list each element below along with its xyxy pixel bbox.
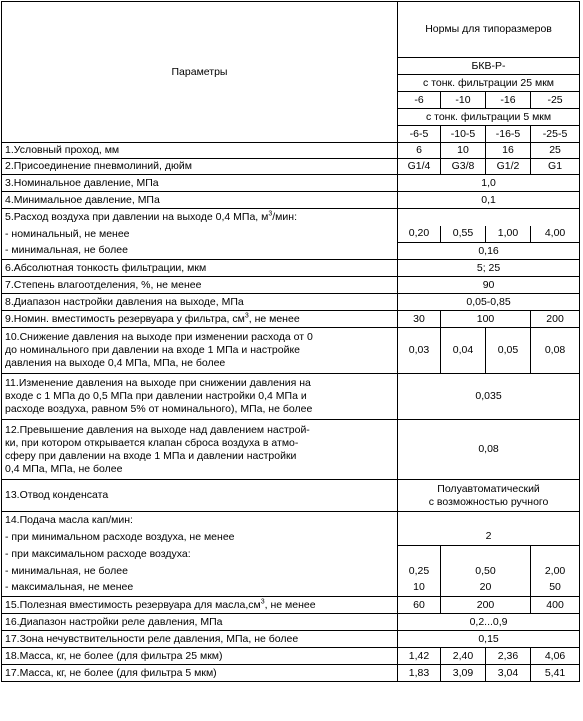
row-13-value: Полуавтоматический с возможностью ручного — [398, 480, 580, 512]
row-4-label: 4.Минимальное давление, МПа — [2, 192, 398, 209]
row-1-value: 6 — [398, 143, 441, 159]
row-12-value: 0,08 — [398, 420, 580, 480]
row-16-label: 16.Диапазон настройки реле давления, МПа — [2, 614, 398, 631]
row-5-nominal-value: 1,00 — [486, 226, 531, 243]
row-5-nominal-value: 4,00 — [531, 226, 580, 243]
row-15-value: 60 — [398, 597, 441, 614]
row-9-value: 100 — [441, 311, 531, 328]
row-9-value: 200 — [531, 311, 580, 328]
row-3-label: 3.Номинальное давление, МПа — [2, 175, 398, 192]
row-1-value: 25 — [531, 143, 580, 159]
row-5-minimal-value: 0,16 — [398, 243, 580, 260]
row-17-mass-value: 3,09 — [441, 665, 486, 682]
size-5-1: -6-5 — [398, 126, 441, 143]
row-10-value: 0,04 — [441, 328, 486, 374]
row-13-label: 13.Отвод конденсата — [2, 480, 398, 512]
row-5-nominal-value: 0,55 — [441, 226, 486, 243]
fine-filtration-5-header: с тонк. фильтрации 5 мкм — [398, 109, 580, 126]
row-17-mass-label: 17.Масса, кг, не более (для фильтра 5 мкм) — [2, 665, 398, 682]
row-14-maximal-value: 10 — [398, 580, 441, 597]
row-15-value: 200 — [441, 597, 531, 614]
row-8-value: 0,05-0,85 — [398, 294, 580, 311]
row-14-minimal-value: 0,50 — [441, 563, 531, 580]
row-8-label: 8.Диапазон настройки давления на выходе, МПа — [2, 294, 398, 311]
row-17-zone-label: 17.Зона нечувствительности реле давления, МПа, не более — [2, 631, 398, 648]
row-1-value: 10 — [441, 143, 486, 159]
row-5-spacer — [398, 209, 580, 226]
size-5-3: -16-5 — [486, 126, 531, 143]
row-4-value: 0,1 — [398, 192, 580, 209]
row-14-label: 14.Подача масла кап/мин: — [2, 512, 398, 529]
row-14-maximal-value: 20 — [441, 580, 531, 597]
parameters-header: Параметры — [2, 2, 398, 143]
row-9-label: 9.Номин. вместимость резервуара у фильтра, $см^3$, не менее — [2, 311, 398, 328]
row-18-label: 18.Масса, кг, не более (для фильтра 25 мкм) — [2, 648, 398, 665]
row-14-spacer — [398, 512, 580, 529]
row-10-label: 10.Снижение давления на выходе при изменении расхода от 0 до номинального при давлении на входе 1 МПа и настройке давления на выходе 0,4 МПа, МПа, не более — [2, 328, 398, 374]
specifications-table — [1, 1, 580, 682]
row-17-mass-value: 1,83 — [398, 665, 441, 682]
row-14-max-flow-label: - при максимальном расходе воздуха: — [2, 546, 398, 563]
norms-header: Нормы для типоразмеров — [398, 2, 580, 58]
row-17-zone-value: 0,15 — [398, 631, 580, 648]
row-18-value: 1,42 — [398, 648, 441, 665]
row-17-mass-value: 3,04 — [486, 665, 531, 682]
row-14-minimal-value: 0,25 — [398, 563, 441, 580]
row-5-label: 5.Расход воздуха при давлении на выходе 0,4 МПа, $м^3$/мин: — [2, 209, 398, 226]
fine-filtration-25-header: с тонк. фильтрации 25 мкм — [398, 75, 580, 92]
size-25-4: -25 — [531, 92, 580, 109]
row-11-label: 11.Изменение давления на выходе при снижении давления на входе с 1 МПа до 0,5 МПа при давлении настройки 0,4 МПа и расходе воздуха, равном 5% от номинального), МПа, не более — [2, 374, 398, 420]
model-header: БКВ-Р- — [398, 58, 580, 75]
row-14-min-flow-value: 2 — [398, 529, 580, 546]
row-1-label: 1.Условный проход, мм — [2, 143, 398, 159]
row-14-maximal-value: 50 — [531, 580, 580, 597]
row-18-value: 2,36 — [486, 648, 531, 665]
row-14-min-flow-label: - при минимальном расходе воздуха, не менее — [2, 529, 398, 546]
row-3-value: 1,0 — [398, 175, 580, 192]
row-10-value: 0,05 — [486, 328, 531, 374]
row-14-cell-empty — [398, 546, 441, 563]
row-10-value: 0,08 — [531, 328, 580, 374]
row-2-label: 2.Присоединение пневмолиний, дюйм — [2, 159, 398, 175]
row-6-value: 5; 25 — [398, 260, 580, 277]
row-15-value: 400 — [531, 597, 580, 614]
row-2-value: G1/2 — [486, 159, 531, 175]
row-2-value: G1 — [531, 159, 580, 175]
row-10-value: 0,03 — [398, 328, 441, 374]
row-2-value: G3/8 — [441, 159, 486, 175]
row-2-value: G1/4 — [398, 159, 441, 175]
row-9-value: 30 — [398, 311, 441, 328]
row-16-value: 0,2...0,9 — [398, 614, 580, 631]
row-5-minimal-label: - минимальная, не более — [2, 243, 398, 260]
size-25-3: -16 — [486, 92, 531, 109]
row-17-mass-value: 5,41 — [531, 665, 580, 682]
size-5-4: -25-5 — [531, 126, 580, 143]
row-5-nominal-value: 0,20 — [398, 226, 441, 243]
size-25-2: -10 — [441, 92, 486, 109]
row-12-label: 12.Превышение давления на выходе над давлением настрой- ки, при котором открывается клапан сброса воздуха в атмо- сферу при давлении на входе 1 МПа и давлении настройки 0,4 МПа, МПа, не более — [2, 420, 398, 480]
row-6-label: 6.Абсолютная тонкость фильтрации, мкм — [2, 260, 398, 277]
row-14-minimal-label: - минимальная, не более — [2, 563, 398, 580]
size-5-2: -10-5 — [441, 126, 486, 143]
row-11-value: 0,035 — [398, 374, 580, 420]
size-25-1: -6 — [398, 92, 441, 109]
row-14-maximal-label: - максимальная, не менее — [2, 580, 398, 597]
row-14-minimal-value: 2,00 — [531, 563, 580, 580]
row-18-value: 4,06 — [531, 648, 580, 665]
row-15-label: 15.Полезная вместимость резервуара для $масла,см^3$, не менее — [2, 597, 398, 614]
row-18-value: 2,40 — [441, 648, 486, 665]
row-7-value: 90 — [398, 277, 580, 294]
row-14-cell-empty — [531, 546, 580, 563]
row-14-cell-empty — [441, 546, 531, 563]
row-5-nominal-label: - номинальный, не менее — [2, 226, 398, 243]
row-7-label: 7.Степень влагоотделения, %, не менее — [2, 277, 398, 294]
row-1-value: 16 — [486, 143, 531, 159]
